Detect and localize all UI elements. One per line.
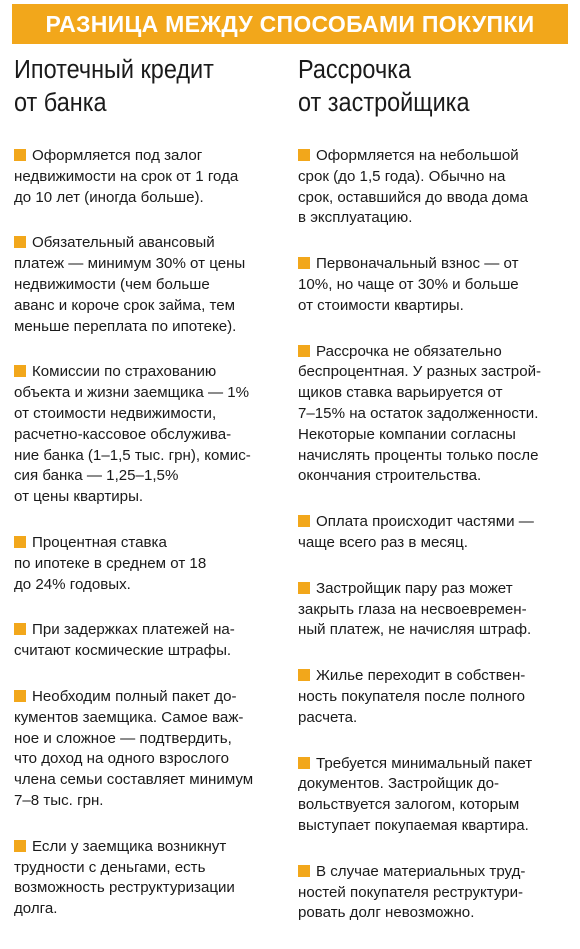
list-item-body: Жилье переходит в собствен- ность покупателя после полного расчета. [298,667,526,726]
square-bullet-icon [14,536,26,548]
square-bullet-icon [14,840,26,852]
list-item-body: Комиссии по страхованию объекта и жизни заемщика — 1% от стоимости недвижимости, расчетно-кассовое обслужива- ние банка (1–1,5 тыс. грн), комис- сия банка — 1,25–1,5% от цены квартиры. [14,363,251,506]
list-item-body: При задержках платежей на- считают космические штрафы. [14,621,235,660]
list-item-text [298,342,568,488]
list-item [298,254,568,316]
square-bullet-icon [14,365,26,377]
list-item [298,512,568,554]
square-bullet-icon [298,757,310,769]
list-item [14,533,286,595]
list-item-body: Оплата происходит частями — чаще всего раз в месяц. [298,513,534,551]
list-item-body: Необходим полный пакет до- кументов заемщика. Самое важ- ное и сложное — подтвердить, что доход на одного взрослого члена семьи составляет минимум 7–8 тыс. грн. [14,687,254,809]
list-item [14,362,286,508]
list-item-text [298,862,568,924]
list-item-body: Оформляется на небольшой срок (до 1,5 года). Обычно на срок, оставшийся до ввода дома в эксплуатацию. [298,147,529,227]
square-bullet-icon [298,515,310,527]
square-bullet-icon [14,623,26,635]
list-item-text [14,620,286,662]
square-bullet-icon [14,149,26,161]
header-banner [12,4,568,44]
list-item [298,862,568,924]
list-item-body: Требуется минимальный пакет документов. Застройщик до- вольствуется залогом, которым выступает покупаемая квартира. [298,754,533,834]
square-bullet-icon [298,257,310,269]
square-bullet-icon [298,149,310,161]
installment-column-title: Рассрочка от застройщика [298,56,470,117]
list-item-body: Рассрочка не обязательно беспроцентная. У разных застрой- щиков ставка варьируется от 7–15% на остаток задолженности. Некоторые компании согласны начислять проценты только после окончания строительства. [298,342,542,485]
list-item-text [298,254,568,316]
list-item-text [14,146,286,208]
list-item [298,579,568,641]
list-item [14,687,286,812]
list-item [298,342,568,488]
mortgage-column [14,54,286,945]
installment-list [298,146,568,924]
list-item-body: Если у заемщика возникнут трудности с деньгами, есть возможность реструктуризации долга. [14,837,235,918]
list-item [14,233,286,337]
list-item [298,666,568,728]
mortgage-column-title: Ипотечный кредит от банка [14,56,214,117]
list-item-text [298,666,568,728]
square-bullet-icon [298,669,310,681]
list-item-body: Первоначальный взнос — от 10%, но чаще от 30% и больше от стоимости квартиры. [298,255,519,314]
square-bullet-icon [14,236,26,248]
list-item-body: Процентная ставка по ипотеке в среднем от 18 до 24% годовых. [14,533,207,593]
square-bullet-icon [298,582,310,594]
list-item-text [298,512,568,554]
list-item [14,146,286,208]
page-title: РАЗНИЦА МЕЖДУ СПОСОБАМИ ПОКУПКИ [45,10,535,37]
list-item-text [14,837,286,920]
list-item-text [14,233,286,337]
list-item [298,146,568,229]
square-bullet-icon [298,865,310,877]
list-item-text [298,754,568,837]
list-item-body: Застройщик пару раз может закрыть глаза на несвоевремен- ный платеж, не начисляя штраф. [298,579,532,639]
square-bullet-icon [298,345,310,357]
list-item-text [14,362,286,508]
list-item-body: В случае материальных труд- ностей покупателя реструктури- ровать долг невозможно. [298,862,526,922]
list-item [14,620,286,662]
mortgage-list [14,146,286,920]
installment-column [298,54,568,949]
list-item [14,837,286,920]
list-item-text [298,579,568,641]
list-item-text [14,687,286,812]
list-item [298,754,568,837]
list-item-body: Обязательный авансовый платеж — минимум 30% от цены недвижимости (чем больше аванс и короче срок займа, тем меньше переплата по ипотеке). [14,234,246,335]
list-item-text [14,533,286,595]
square-bullet-icon [14,690,26,702]
list-item-body: Оформляется под залог недвижимости на срок от 1 года до 10 лет (иногда больше). [14,147,239,206]
list-item-text [298,146,568,229]
